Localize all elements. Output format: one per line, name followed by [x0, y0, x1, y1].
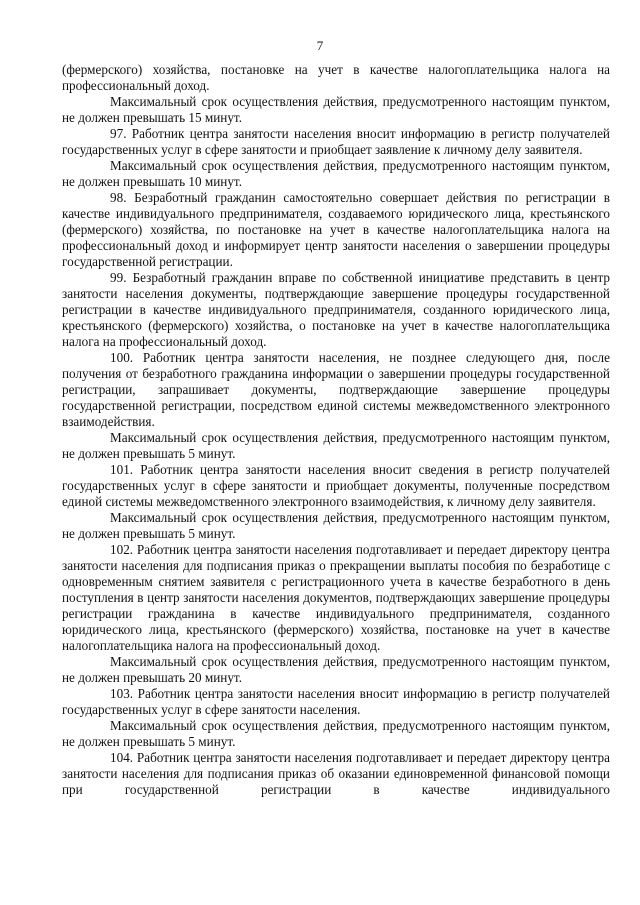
paragraph-time-limit: Максимальный срок осуществления действия, предусмотренного настоящим пунктом, не должен превышать 15 минут. [62, 94, 610, 125]
paragraph-time-limit: Максимальный срок осуществления действия, предусмотренного настоящим пунктом, не должен превышать 5 минут. [62, 718, 610, 749]
paragraph-104: 104. Работник центра занятости населения подготавливает и передает директору центра занятости населения для подписания приказ об оказании единовременной финансовой помощи при государственной регистрации в качестве индивидуального [62, 750, 610, 797]
paragraph-97: 97. Работник центра занятости населения вносит информацию в регистр получателей государственных услуг в сфере занятости и приобщает заявление к личному делу заявителя. [62, 126, 610, 157]
paragraph-time-limit: Максимальный срок осуществления действия, предусмотренного настоящим пунктом, не должен превышать 20 минут. [62, 654, 610, 685]
paragraph-time-limit: Максимальный срок осуществления действия, предусмотренного настоящим пунктом, не должен превышать 5 минут. [62, 430, 610, 461]
paragraph-102: 102. Работник центра занятости населения подготавливает и передает директору центра занятости населения для подписания приказ о прекращении выплаты пособия по безработице с одновременным снятием заявителя с регистрационного учета в качестве безработного в день поступления в центр занятости населения документов, подтверждающих завершение процедуры регистрации гражданина в качестве индивидуального предпринимателя, созданного юридического лица, крестьянского (фермерского) хозяйства, постановке на учет в качестве налогоплательщика налога на профессиональный доход. [62, 542, 610, 653]
paragraph-time-limit: Максимальный срок осуществления действия, предусмотренного настоящим пунктом, не должен превышать 10 минут. [62, 158, 610, 189]
paragraph-101: 101. Работник центра занятости населения вносит сведения в регистр получателей государственных услуг в сфере занятости и приобщает документы, полученные посредством единой системы межведомственного электронного взаимодействия, к личному делу заявителя. [62, 462, 610, 509]
paragraph-98: 98. Безработный гражданин самостоятельно совершает действия по регистрации в качестве индивидуального предпринимателя, создаваемого юридического лица, крестьянского (фермерского) хозяйства, по постановке на учет в качестве налогоплательщика налога на профессиональный доход и информирует центр занятости населения о завершении процедуры государственной регистрации. [62, 190, 610, 269]
paragraph-100: 100. Работник центра занятости населения, не позднее следующего дня, после получения от безработного гражданина информации о завершении процедуры государственной регистрации, запрашивает документы, подтверждающие завершение процедуры государственной регистрации, посредством единой системы межведомственного электронного взаимодействия. [62, 350, 610, 429]
document-body [62, 62, 610, 798]
paragraph-time-limit: Максимальный срок осуществления действия, предусмотренного настоящим пунктом, не должен превышать 5 минут. [62, 510, 610, 541]
paragraph-103: 103. Работник центра занятости населения вносит информацию в регистр получателей государственных услуг в сфере занятости населения. [62, 686, 610, 717]
paragraph-continuation: (фермерского) хозяйства, постановке на учет в качестве налогоплательщика налога на профессиональный доход. [62, 62, 610, 93]
paragraph-99: 99. Безработный гражданин вправе по собственной инициативе представить в центр занятости населения документы, подтверждающие завершение процедуры государственной регистрации в качестве индивидуального предпринимателя, созданного юридического лица, крестьянского (фермерского) хозяйства, о постановке на учет в качестве налогоплательщика налога на профессиональный доход. [62, 270, 610, 349]
page-number: 7 [316, 38, 324, 53]
